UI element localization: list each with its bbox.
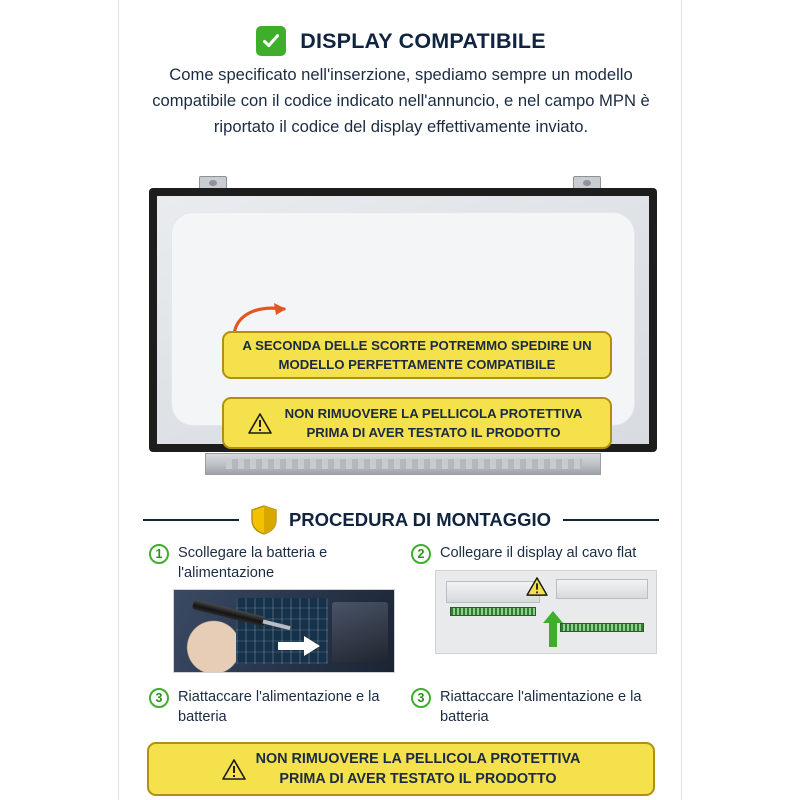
connector-body-right xyxy=(556,579,648,599)
display-screen-inner xyxy=(171,212,635,440)
step-item xyxy=(149,543,395,583)
intro-paragraph: Come specificato nell'inserzione, spediamo sempre un modello compatibile con il codice indicato nell'annuncio, e nel campo MPN è riportato il codice del display effettivamente inviato. xyxy=(152,65,650,136)
screwdriver-icon xyxy=(192,599,266,627)
page-title: DISPLAY COMPATIBILE xyxy=(300,28,546,53)
montage-section-header xyxy=(143,505,659,535)
content-frame xyxy=(118,0,682,800)
step-number-badge: 2 xyxy=(411,544,431,564)
compatibility-notice-box xyxy=(222,331,612,379)
protective-film-notice-box xyxy=(222,397,612,449)
footer-warning-line2: PRIMA DI AVER TESTATO IL PRODOTTO xyxy=(279,771,557,787)
flat-cable-right xyxy=(560,623,644,632)
display-bezel xyxy=(149,188,657,452)
display-connector-photo xyxy=(435,570,657,654)
display-screen xyxy=(157,196,649,444)
laptop-internals-photo xyxy=(173,589,395,673)
flat-cable-left xyxy=(450,607,536,616)
check-box-icon xyxy=(256,26,286,56)
footer-warning-line1: NON RIMUOVERE LA PELLICOLA PROTETTIVA xyxy=(255,751,581,767)
step-column-right-bottom xyxy=(411,687,657,733)
display-bottom-strip xyxy=(205,453,601,475)
step-item xyxy=(149,687,395,727)
protective-film-notice-line1: NON RIMUOVERE LA PELLICOLA PROTETTIVA xyxy=(284,406,583,421)
step-item xyxy=(411,543,657,564)
step-column-left xyxy=(149,543,395,673)
green-arrow-icon xyxy=(542,611,564,647)
step-label: Riattaccare l'alimentazione e la batteria xyxy=(440,689,642,725)
step-column-right xyxy=(411,543,657,654)
step-number-badge: 3 xyxy=(149,688,169,708)
warning-triangle-icon xyxy=(222,759,246,780)
step-item xyxy=(411,687,657,727)
divider-left xyxy=(143,519,239,521)
step-number-badge: 1 xyxy=(149,544,169,564)
protective-film-notice-line2: PRIMA DI AVER TESTATO IL PRODOTTO xyxy=(306,425,561,440)
step-label: Collegare il display al cavo flat xyxy=(440,545,637,561)
warning-triangle-icon xyxy=(248,413,272,434)
footer-warning-banner xyxy=(147,742,655,796)
step-column-left-bottom xyxy=(149,687,395,733)
steps-grid xyxy=(149,543,657,733)
step-label: Scollegare la batteria e l'alimentazione xyxy=(178,545,328,581)
compatibility-notice-text: A SECONDA DELLE SCORTE POTREMMO SPEDIRE UN MODELLO PERFETTAMENTE COMPATIBILE xyxy=(242,338,592,372)
step-number-badge: 3 xyxy=(411,688,431,708)
step-label: Riattaccare l'alimentazione e la batteria xyxy=(178,689,380,725)
montage-title: PROCEDURA DI MONTAGGIO xyxy=(288,509,552,530)
warning-triangle-icon xyxy=(526,577,548,596)
laptop-display-illustration xyxy=(149,176,657,481)
white-arrow-icon xyxy=(278,636,320,656)
shield-icon xyxy=(251,505,277,535)
display-compatible-header xyxy=(119,26,683,56)
divider-right xyxy=(563,519,659,521)
